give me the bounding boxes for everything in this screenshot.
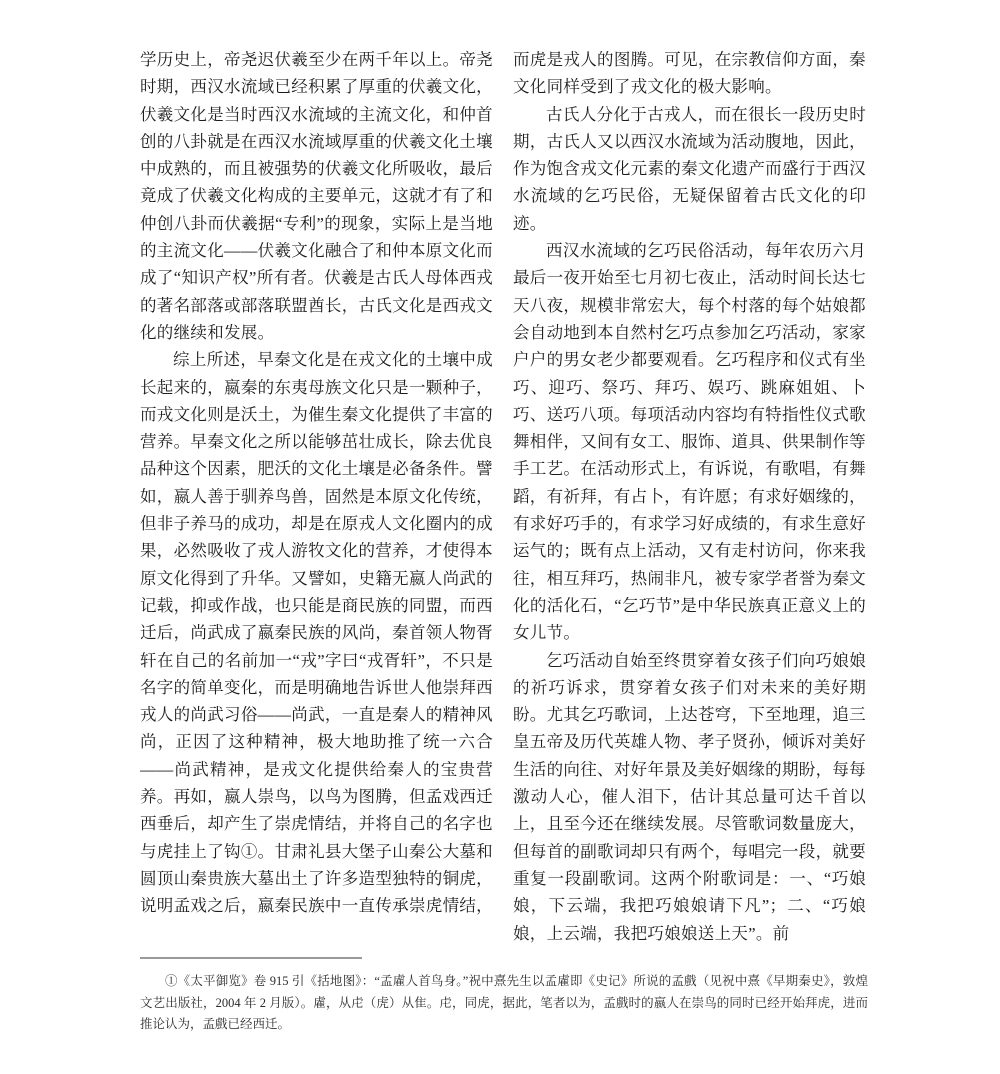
article-body (140, 46, 866, 950)
footnote-area (140, 971, 868, 1036)
paragraph-4: 西汉水流域的乞巧民俗活动，每年农历六月最后一夜开始至七月初七夜止，活动时间长达七天八夜，规模非常宏大，每个村落的每个姑娘都会自动地到本自然村乞巧点参加乞巧活动，家家户户的男女老少都要观看。乞巧程序和仪式有坐巧、迎巧、祭巧、拜巧、娱巧、跳麻姐姐、卜巧、送巧八项。每项活动内容均有特指性仪式歌舞相伴，又间有女工、服饰、道具、供果制作等手工艺。在活动形式上，有诉说，有歌唱，有舞蹈，有祈拜，有占卜，有许愿；有求好姻缘的，有求好巧手的，有求学习好成绩的，有求生意好运气的；既有点上活动，又有走村访问，你来我往，相互拜巧，热闹非凡，被专家学者誉为秦文化的活化石，“乞巧节”是中华民族真正意义上的女儿节。 (513, 241, 866, 643)
paragraph-1-continuation: 学历史上，帝尧迟伏羲至少在两千年以上。帝尧时期，西汉水流域已经积累了厚重的伏羲文化，伏羲文化是当时西汉水流域的主流文化，和仲首创的八卦就是在西汉水流域厚重的伏羲文化土壤中成熟的，而且被强势的伏羲文化所吸收，最后竟成了伏羲文化构成的主要单元，这就才有了和仲创八卦而伏羲据“专利”的现象，实际上是当地的主流文化——伏羲文化融合了和仲本原文化而成了“知识产权”所有者。伏羲是古氏人母体西戎的著名部落或部落联盟酋长，古氏文化是西戎文化的继续和发展。 (140, 50, 493, 342)
footnote-text: ①《太平御览》卷 915 引《括地图》：“孟雐人首鸟身。”祝中熹先生以孟雐即《史记》所说的孟戲（见祝中熹《早期秦史》，敦煌文艺出版社，2004 年 2 月版）。雐，从虍（虎）从隹。虍，同虎，据此，笔者以为，孟戲时的嬴人在崇鸟的同时已经开始拜虎，进而推论认为，孟戲已经西迁。 (140, 974, 868, 1031)
paragraph-2: 综上所述，早秦文化是在戎文化的土壤中成长起来的，嬴秦的东夷母族文化只是一颗种子，而戎文化则是沃土，为催生秦文化提供了丰富的营养。早秦文化之所以能够茁壮成长，除去优良品种这个因素，肥沃的文化土壤是必备条件。譬如，嬴人善于驯养鸟兽，固然是本原文化传统，但非子养马的成功，却是在原戎人文化圈内的成果，必然吸收了戎人游牧文化的营养，才使得本原文化得到了升华。又譬如，史籍无嬴人尚武的记载，抑或作战，也只能是商民族的同盟，而西迁后，尚武成了嬴秦民族的风尚，秦首领人物胥轩在自己的名前加一“戎”字曰“戎胥轩”，不只是名字的简单变化，而是明确地告诉世人他崇拜西戎人的尚武习俗——尚武，一直是秦人的精神风尚，正因了这种精神，极大地助推了统一六合——尚武精神，是戎文化提供给秦人的宝贵营养。再如，嬴人崇鸟，以鸟为图腾，但孟戏西迁西垂后，却产生了崇虎情结，并将自己的名字也与虎挂上了钩①。甘肃礼县大堡子山秦公大墓和圆顶山秦贵族大墓出土了许多造型独特的铜虎，说明孟戏之后，嬴秦民族中一直传承崇虎情结，而虎是戎人的图腾。可见，在宗教信仰方面，秦文化同样受到了戎文化的极大影响。 (140, 50, 866, 916)
paragraph-3: 古氏人分化于古戎人，而在很长一段历史时期，古氏人又以西汉水流域为活动腹地，因此，作为饱含戎文化元素的秦文化遗产而盛行于西汉水流域的乞巧民俗，无疑保留着古氏文化的印迹。 (513, 104, 866, 233)
footnote-separator (140, 957, 362, 959)
paragraph-5: 乞巧活动自始至终贯穿着女孩子们向巧娘娘的祈巧诉求，贯穿着女孩子们对未来的美好期盼。尤其乞巧歌词，上达苍穹，下至地理，追三皇五帝及历代英雄人物、孝子贤孙，倾诉对美好生活的向往、对好年景及美好姻缘的期盼，每每激动人心，催人泪下，估计其总量可达千首以上，且至今还在继续发展。尽管歌词数量庞大，但每首的副歌词却只有两个，每唱完一段，就要重复一段副歌词。这两个附歌词是：一、“巧娘娘，下云端，我把巧娘娘请下凡”；二、“巧娘娘，上云端，我把巧娘娘送上天”。前 (513, 650, 866, 943)
